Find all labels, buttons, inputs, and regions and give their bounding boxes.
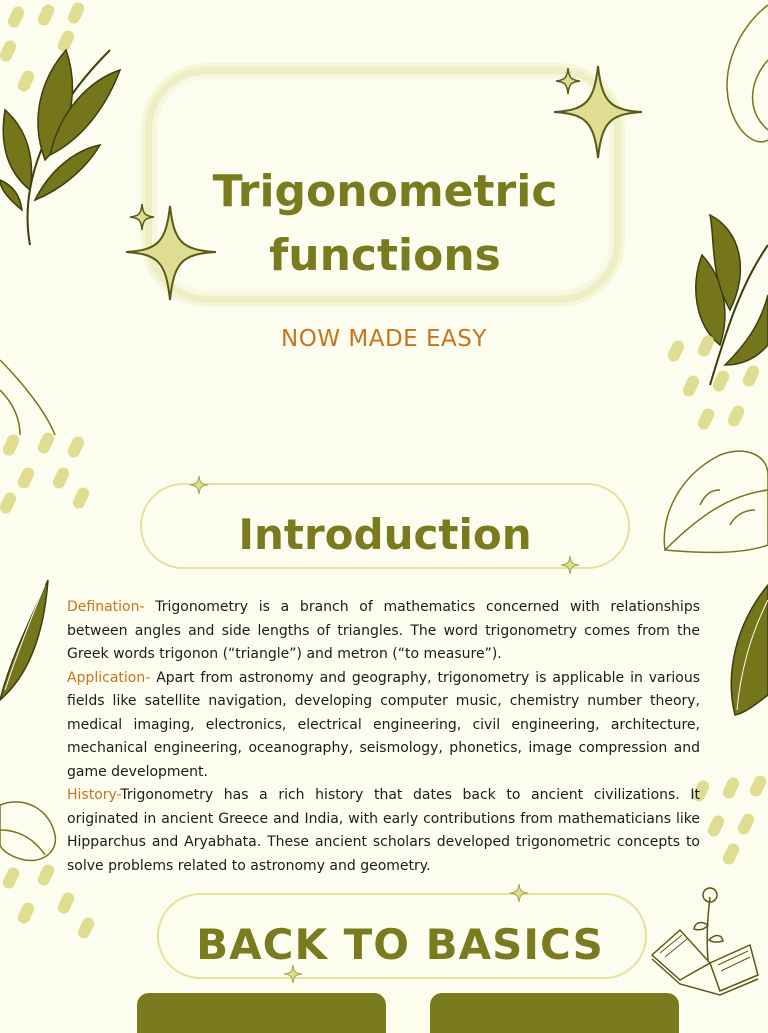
introduction-content	[67, 596, 700, 874]
bottom-card-left	[137, 993, 386, 1033]
sparkle-large-icon	[550, 62, 645, 160]
subtitle: NOW MADE EASY	[281, 326, 487, 352]
history-paragraph	[67, 784, 700, 878]
introduction-heading: Introduction	[238, 510, 532, 559]
dot-pattern-right-bottom	[690, 775, 768, 865]
definition-paragraph	[67, 596, 700, 667]
sparkle-small-icon	[189, 475, 209, 495]
application-label: Application-	[67, 669, 151, 686]
back-to-basics-heading: BACK TO BASICS	[196, 920, 604, 969]
title-line-2: functions	[269, 230, 501, 281]
definition-text: Trigonometry is a branch of mathematics concerned with relationships between angles and side lengths of triangles. The word trigonometry comes from the Greek words trigonon (“triangle”) and metron (“to measure”).	[67, 599, 700, 662]
history-label: History-	[67, 787, 121, 803]
bottom-card-right	[430, 993, 679, 1033]
fern-leaf-right-icon	[725, 585, 768, 720]
branch-outline-left-icon	[0, 350, 60, 440]
application-text: Apart from astronomy and geography, trigonometry is applicable in various fields like satellite navigation, developing computer music, chemistry number theory, medical imaging, electronics, electrical engineering, civil engineering, architecture, mechanical engineering, oceanography, seismology, phonetics, image compression and game development.	[67, 669, 700, 780]
open-book-with-flower-icon	[650, 885, 760, 995]
application-paragraph	[67, 667, 700, 785]
dot-pattern-left-middle	[0, 432, 95, 517]
fern-leaf-left-icon	[0, 580, 50, 705]
leaf-outline-top-right-icon	[715, 0, 768, 150]
history-text: Trigonometry has a rich history that dates back to ancient civilizations. It originated in ancient Greece and India, with early contributions from mathematicians like Hipparchus and Aryabhata. These ancient scholars developed trigonometric concepts to solve problems related to astronomy and geometry.	[67, 787, 700, 874]
definition-label: Defination-	[67, 599, 145, 615]
page-title	[150, 160, 620, 288]
leaf-branch-top-left-icon	[0, 40, 125, 250]
title-line-1: Trigonometric	[212, 166, 558, 217]
sparkle-small-icon	[509, 883, 529, 903]
monstera-leaf-small-outline-icon	[0, 795, 60, 865]
monstera-leaf-outline-icon	[660, 445, 768, 555]
